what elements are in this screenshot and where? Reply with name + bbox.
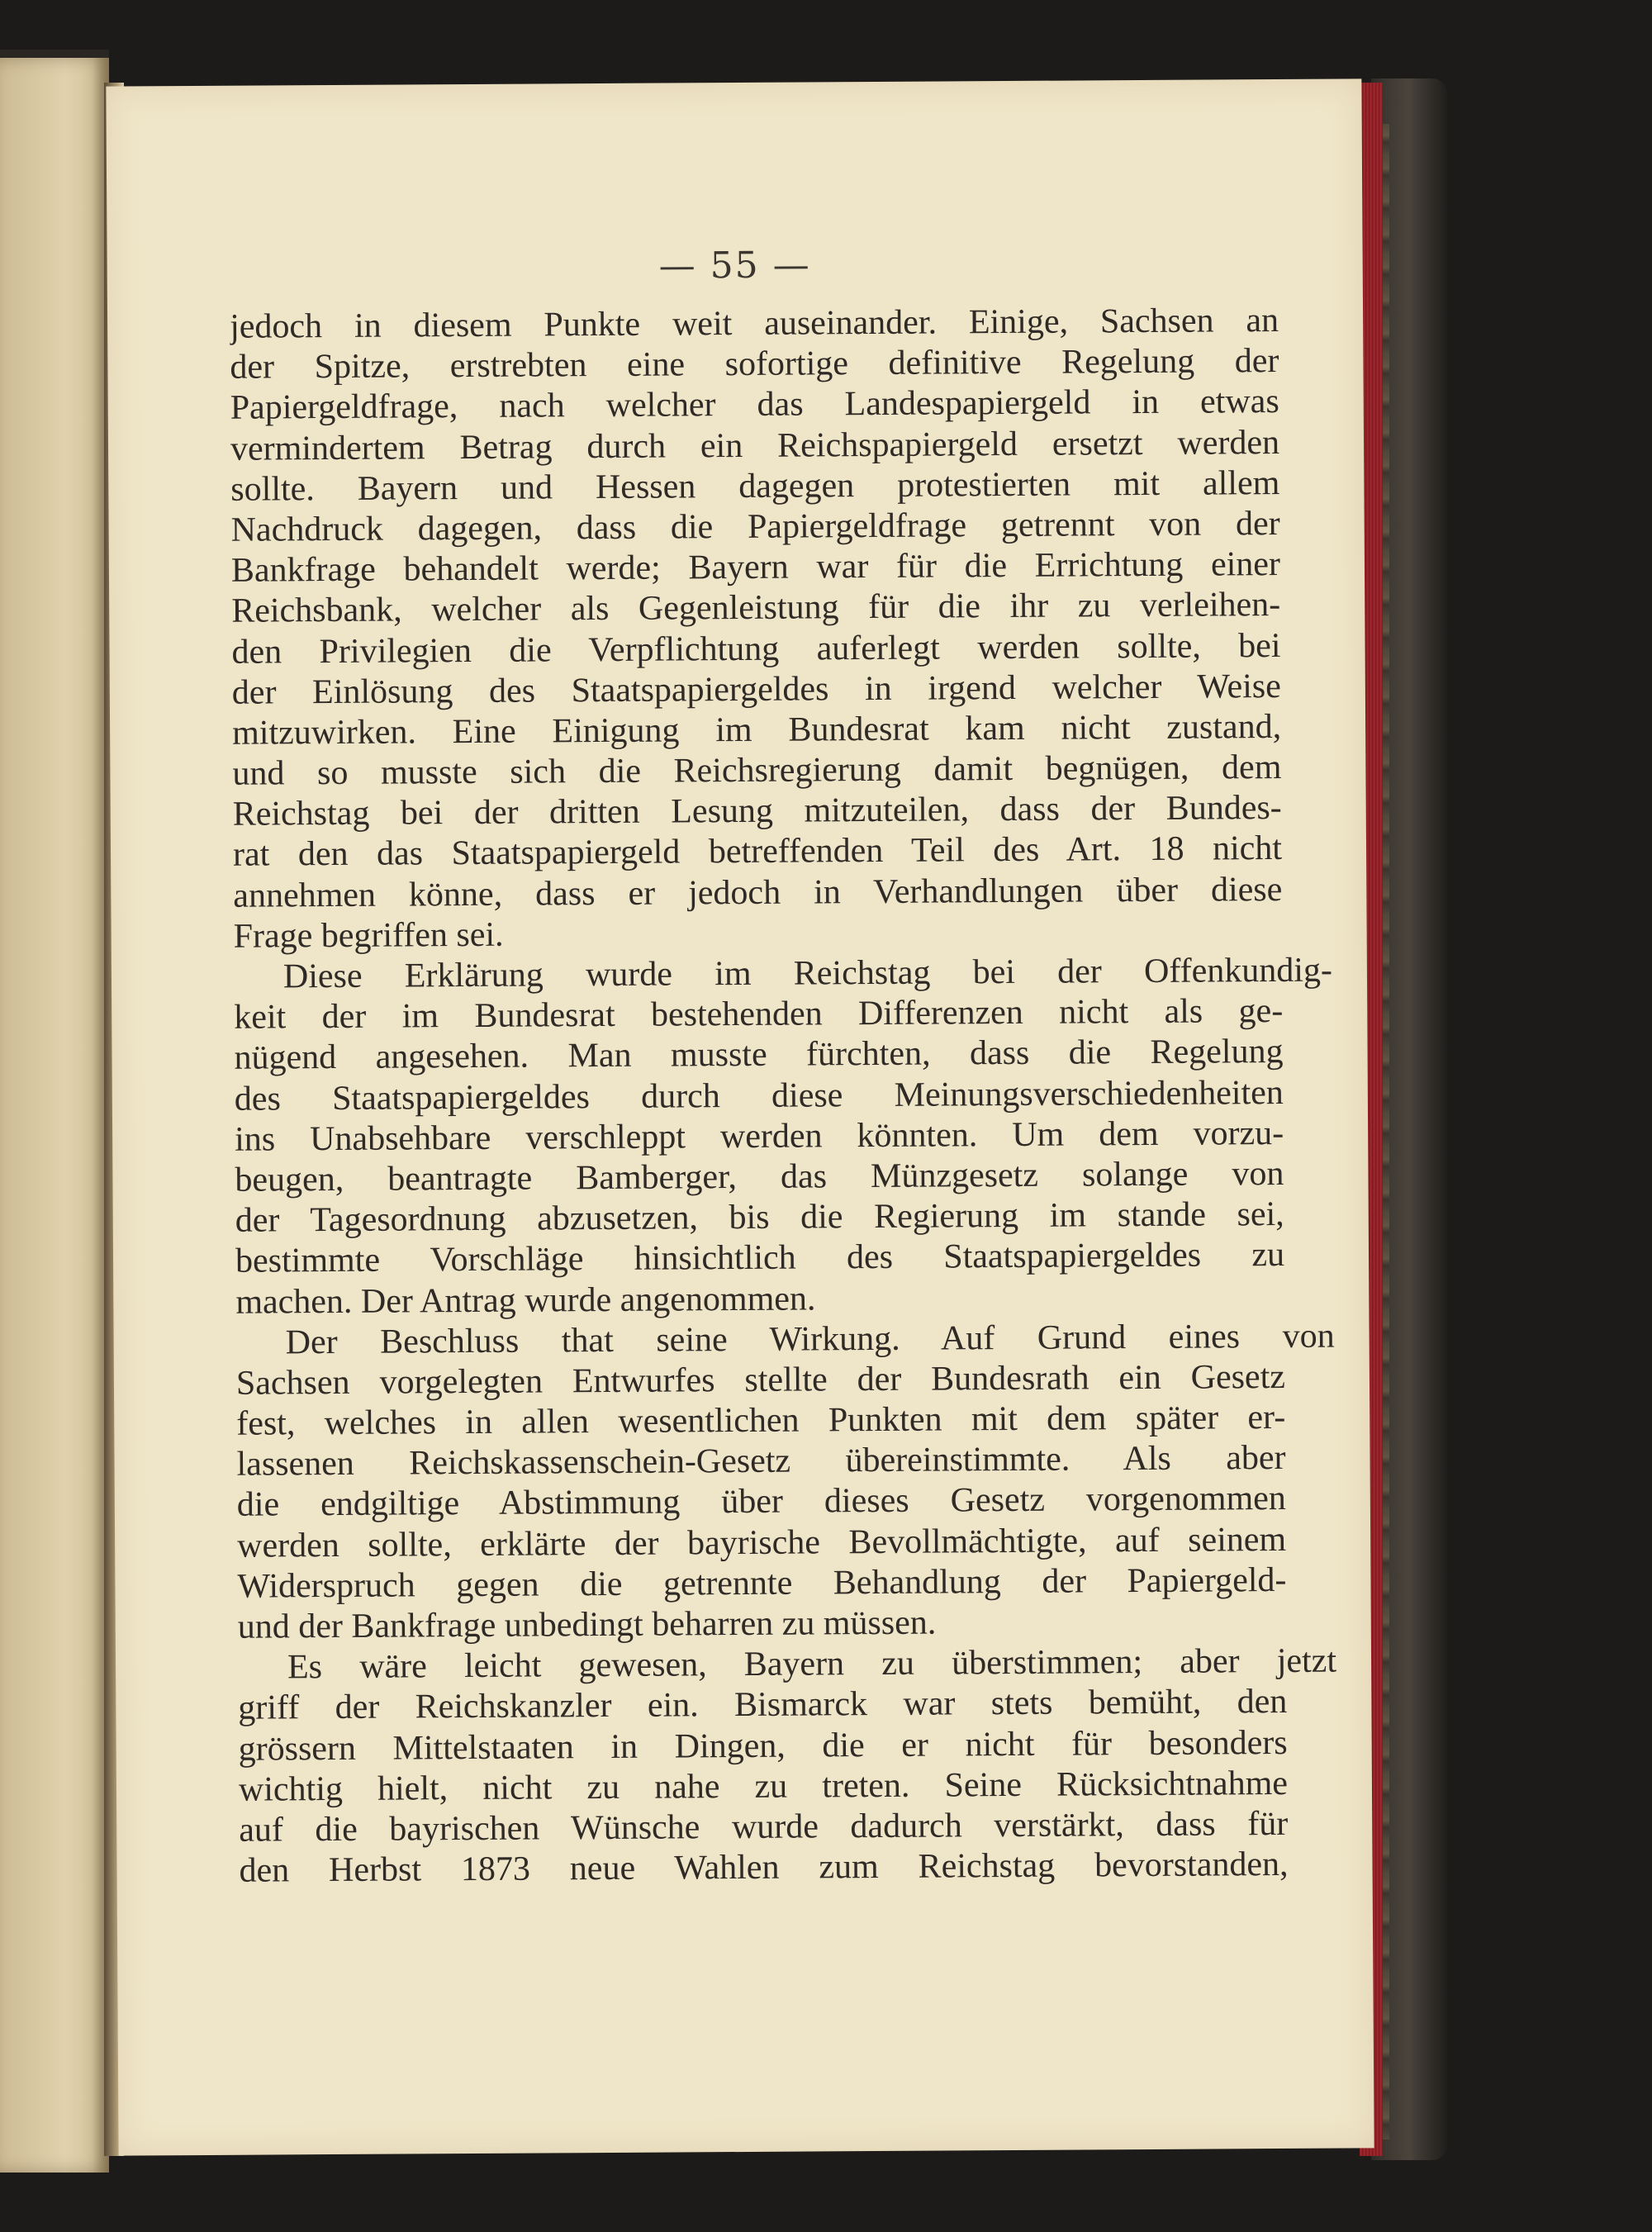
text-line: Es wäre leicht gewesen, Bayern zu überstimmen; aber jetzt bbox=[287, 1641, 1337, 1687]
text-line: keit der im Bundesrat bestehenden Differenzen nicht als ge- bbox=[234, 992, 1284, 1037]
text-line: Papiergeldfrage, nach welcher das Landespapiergeld in etwas bbox=[230, 382, 1279, 428]
text-line: nügend angesehen. Man musste fürchten, dass die Regelung bbox=[234, 1033, 1284, 1078]
paragraph-1 bbox=[230, 301, 1283, 957]
text-line: die endgiltige Abstimmung über dieses Gesetz vorgenommen bbox=[236, 1479, 1286, 1525]
page-number: — 55 — bbox=[658, 244, 811, 287]
text-line: vermindertem Betrag durch ein Reichspapiergeld ersetzt werden bbox=[230, 423, 1280, 468]
text-line: machen. Der Antrag wurde angenommen. bbox=[235, 1279, 816, 1322]
text-line: annehmen könne, dass er jedoch in Verhandlungen über diese bbox=[233, 870, 1283, 915]
text-line: Bankfrage behandelt werde; Bayern war für die Errichtung einer bbox=[230, 545, 1281, 590]
text-line: des Staatspapiergeldes durch diese Meinungsverschiedenheiten bbox=[234, 1073, 1284, 1118]
text-line: Widerspruch gegen die getrennte Behandlung der Papiergeld- bbox=[237, 1560, 1287, 1606]
text-line: jedoch in diesem Punkte weit auseinander. Einige, Sachsen an bbox=[230, 301, 1279, 346]
text-line: werden sollte, erklärte der bayrische Bevollmächtigte, auf seinem bbox=[237, 1520, 1287, 1565]
text-line: Sachsen vorgelegten Entwurfes stellte der Bundesrath ein Gesetz bbox=[235, 1357, 1286, 1403]
text-line: und der Bankfrage unbedingt beharren zu müssen. bbox=[237, 1603, 937, 1646]
text-line: den Herbst 1873 neue Wahlen zum Reichstag bevorstanden, bbox=[239, 1845, 1289, 1890]
text-line: der Tagesordnung abzusetzen, bis die Regierung im stande sei, bbox=[235, 1195, 1284, 1240]
text-line: Diese Erklärung wurde im Reichstag bei der Offenkundig- bbox=[282, 951, 1333, 996]
left-facing-page bbox=[0, 58, 109, 2173]
paragraph-4 bbox=[238, 1641, 1337, 1892]
text-line: Reichstag bei der dritten Lesung mitzuteilen, dass der Bundes- bbox=[232, 789, 1282, 833]
text-line: grössern Mittelstaaten in Dingen, die er nicht für besonders bbox=[238, 1723, 1288, 1769]
paragraph-2 bbox=[234, 951, 1333, 1323]
text-line: und so musste sich die Reichsregierung damit begnügen, dem bbox=[232, 748, 1282, 793]
text-line: Nachdruck dagegen, dass die Papiergeldfrage getrennt von der bbox=[230, 504, 1280, 549]
text-line: fest, welches in allen wesentlichen Punkten mit dem später er- bbox=[236, 1399, 1286, 1443]
text-line: beugen, beantragte Bamberger, das Münzgesetz solange von bbox=[235, 1154, 1284, 1199]
text-line: sollte. Bayern und Hessen dagegen protestierten mit allem bbox=[230, 463, 1280, 509]
text-line: Der Beschluss that seine Wirkung. Auf Grund eines von bbox=[285, 1317, 1335, 1362]
text-line: rat den das Staatspapiergeld betreffenden Teil des Art. 18 nicht bbox=[232, 829, 1283, 875]
paragraph-3 bbox=[235, 1317, 1335, 1648]
text-line: den Privilegien die Verpflichtung auferlegt werden sollte, bei bbox=[231, 626, 1281, 672]
text-line: der Spitze, erstrebten eine sofortige definitive Regelung der bbox=[230, 342, 1279, 387]
text-line: griff der Reichskanzler ein. Bismarck war stets bemüht, den bbox=[238, 1683, 1288, 1728]
text-line: Frage begriffen sei. bbox=[233, 915, 504, 956]
text-line: mitzuwirken. Eine Einigung im Bundesrat kam nicht zustand, bbox=[232, 707, 1282, 753]
text-line: lassenen Reichskassenschein-Gesetz übereinstimmte. Als aber bbox=[236, 1439, 1286, 1484]
text-line: wichtig hielt, nicht zu nahe zu treten. Seine Rücksichtnahme bbox=[238, 1764, 1289, 1809]
text-line: bestimmte Vorschläge hinsichtlich des Staatspapiergeldes zu bbox=[235, 1236, 1285, 1281]
text-line: Reichsbank, welcher als Gegenleistung für die ihr zu verleihen- bbox=[231, 586, 1281, 631]
book-page bbox=[106, 78, 1374, 2155]
text-line: der Einlösung des Staatspapiergeldes in irgend welcher Weise bbox=[231, 667, 1281, 712]
text-line: ins Unabsehbare verschleppt werden könnten. Um dem vorzu- bbox=[235, 1114, 1284, 1159]
body-text bbox=[230, 301, 1337, 1892]
text-line: auf die bayrischen Wünsche wurde dadurch verstärkt, dass für bbox=[239, 1804, 1289, 1850]
